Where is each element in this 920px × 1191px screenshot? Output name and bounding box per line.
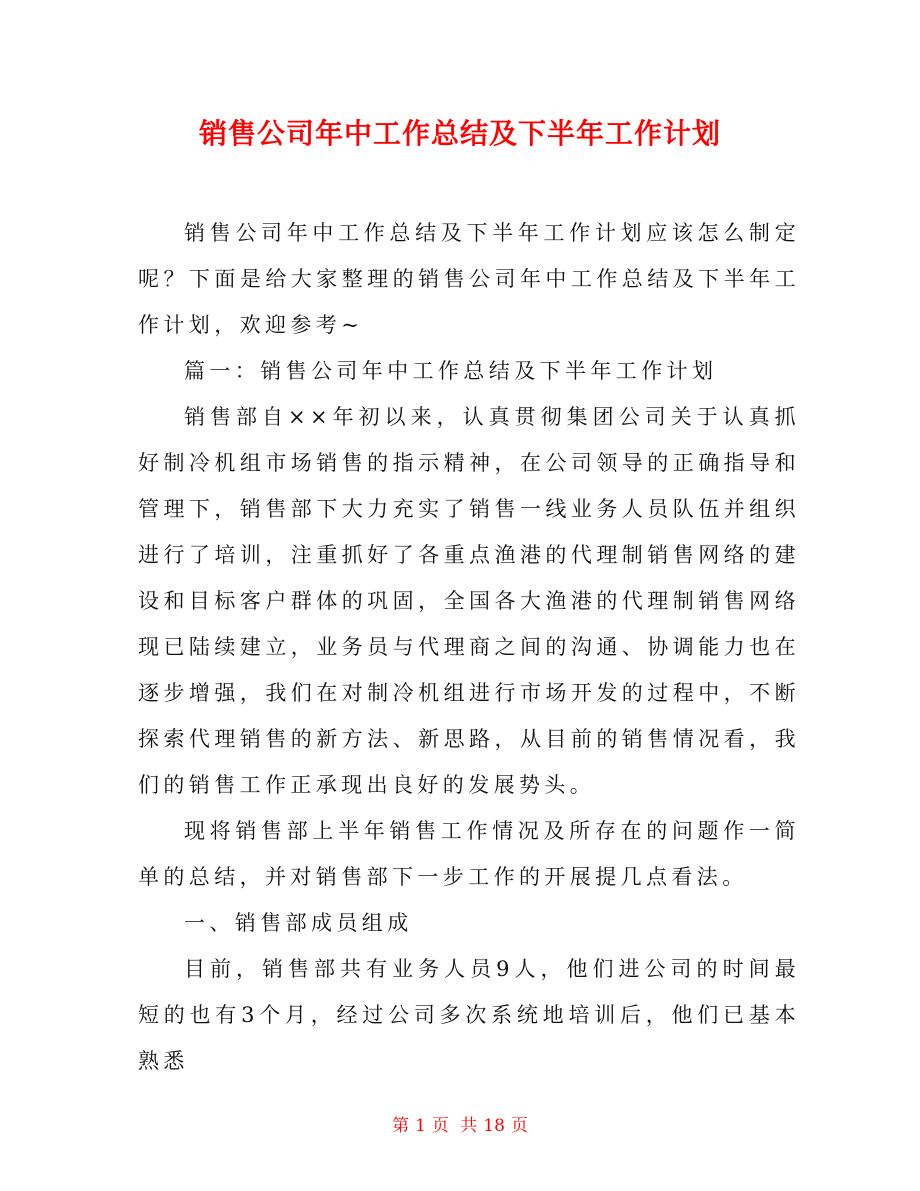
document-title: 销售公司年中工作总结及下半年工作计划 bbox=[198, 117, 721, 150]
paragraph-intro: 销售公司年中工作总结及下半年工作计划应该怎么制定呢？下面是给大家整理的销售公司年中工作总结及下半年工作计划，欢迎参考~ bbox=[138, 221, 800, 337]
paragraph-summary-intro: 现将销售部上半年销售工作情况及所存在的问题作一简单的总结，并对销售部下一步工作的开展提几点看法。 bbox=[138, 819, 800, 889]
paragraph-section-heading: 一、销售部成员组成 bbox=[184, 911, 413, 935]
page-footer bbox=[0, 1114, 920, 1138]
footer-prefix: 第 bbox=[392, 1116, 410, 1136]
footer-current-page: 1 bbox=[415, 1116, 426, 1136]
footer-mid: 页 共 bbox=[431, 1116, 478, 1136]
document-body bbox=[138, 210, 800, 1084]
paragraph-overview: 销售部自××年初以来，认真贯彻集团公司关于认真抓好制冷机组市场销售的指示精神，在公司领导的正确指导和管理下，销售部下大力充实了销售一线业务人员队伍并组织进行了培训，注重抓好了各重点渔港的代理制销售网络的建设和目标客户群体的巩固，全国各大渔港的代理制销售网络现已陆续建立，业务员与代理商之间的沟通、协调能力也在逐步增强，我们在对制冷机组进行市场开发的过程中，不断探索代理销售的新方法、新思路，从目前的销售情况看，我们的销售工作正承现出良好的发展势头。 bbox=[138, 405, 800, 797]
footer-suffix: 页 bbox=[510, 1116, 528, 1136]
paragraph-staff: 目前，销售部共有业务人员9人，他们进公司的时间最短的也有3个月，经过公司多次系统地培训后，他们已基本熟悉 bbox=[138, 957, 800, 1073]
paragraph-chapter-heading: 篇一：销售公司年中工作总结及下半年工作计划 bbox=[184, 359, 718, 383]
footer-total-pages: 18 bbox=[483, 1116, 505, 1136]
